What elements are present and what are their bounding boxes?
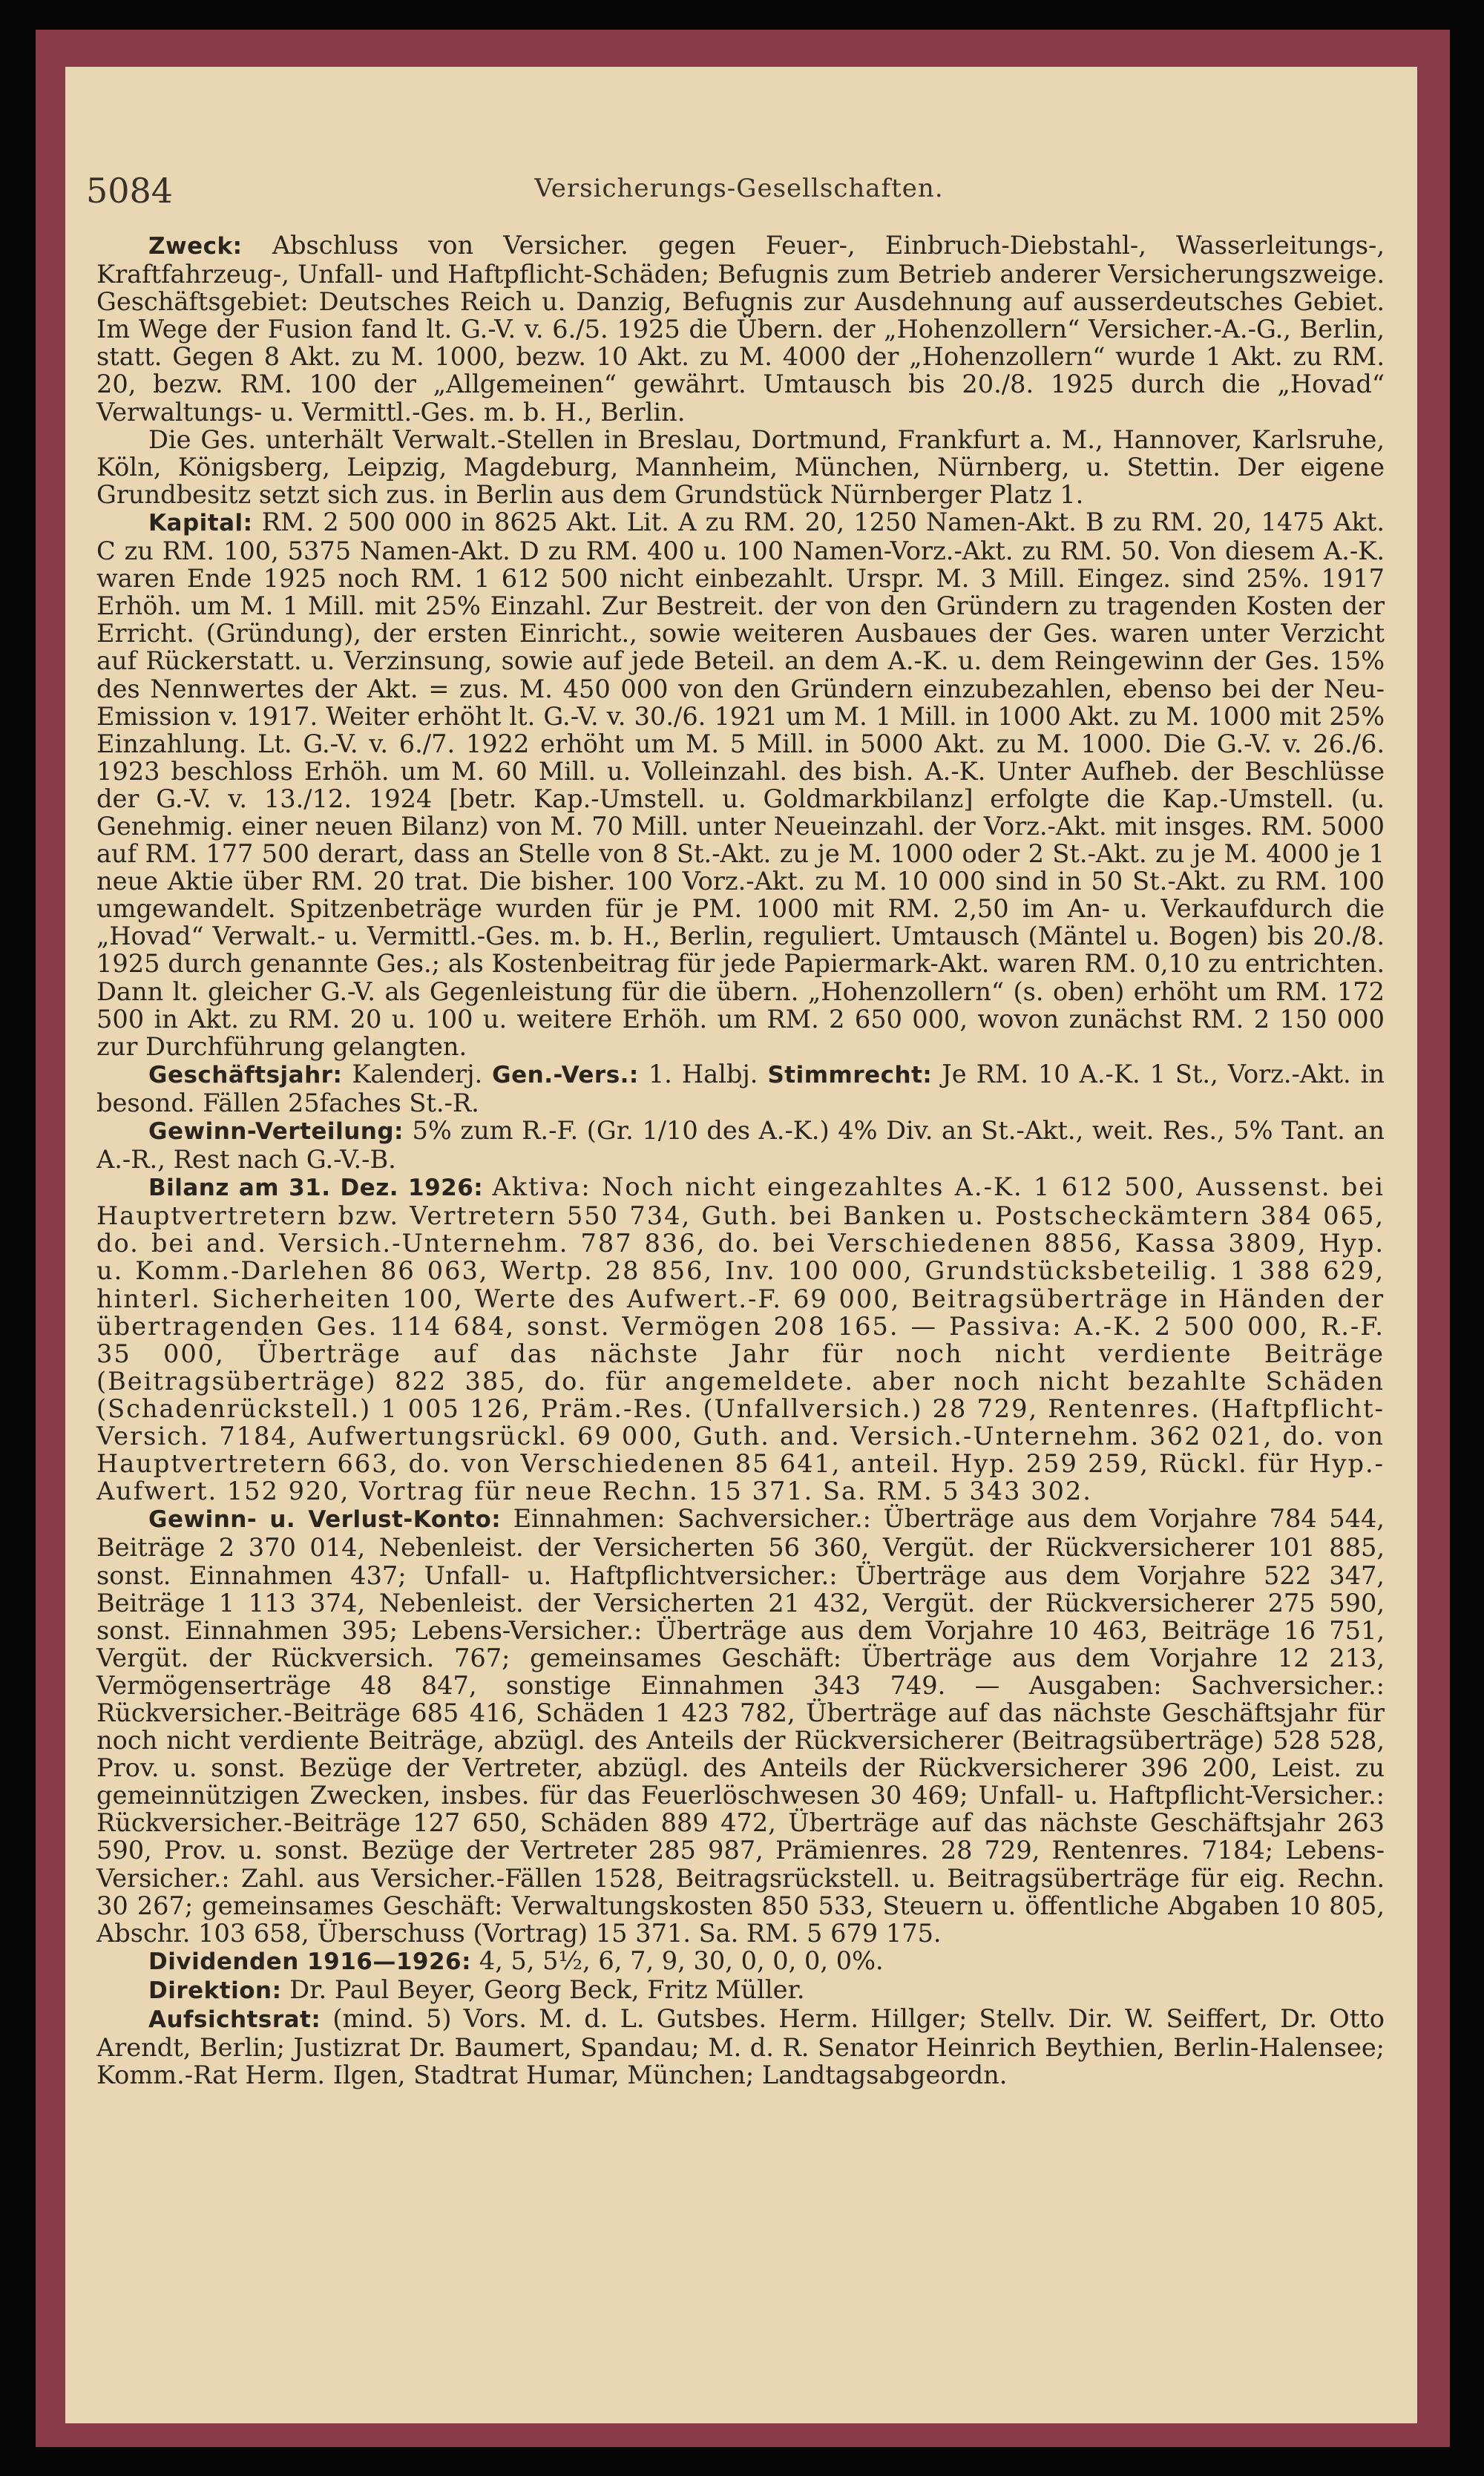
section-bilanz [96, 1173, 1385, 1505]
section-verwaltung [96, 426, 1385, 508]
running-title: Versicherungs-Gesellschaften. [534, 174, 944, 203]
section-text-gen-vers: 1. Halbj. [648, 1059, 758, 1088]
section-key: Dividenden 1916—1926: [148, 1948, 472, 1975]
section-gewinn-verlust [96, 1505, 1385, 1947]
section-gewinn-verteilung [96, 1117, 1385, 1173]
section-text: Dr. Paul Beyer, Georg Beck, Fritz Müller. [289, 1974, 805, 2004]
page-header [86, 171, 1392, 215]
section-zweck [96, 231, 1385, 426]
section-key: Bilanz am 31. Dez. 1926: [148, 1175, 484, 1202]
section-key: Gewinn- u. Verlust-Konto: [148, 1506, 502, 1534]
section-key-gen-vers: Gen.-Vers.: [492, 1061, 639, 1088]
section-aufsichtsrat [96, 2005, 1385, 2089]
section-key: Kapital: [148, 509, 253, 536]
section-key: Gewinn-Verteilung: [148, 1118, 404, 1145]
section-geschaeftsjahr [96, 1060, 1385, 1117]
section-text: Kalenderj. [352, 1059, 483, 1088]
section-key: Geschäftsjahr: [148, 1061, 343, 1088]
section-key-stimmrecht: Stimmrecht: [767, 1061, 933, 1088]
page-body [96, 231, 1385, 2089]
section-text: Einnahmen: Sachversicher.: Überträge aus dem Vorjahre 784 544, Beiträge 2 370 014, Nebenleist. der Versicherten 56 360, Vergüt. der Rückversicherer 101 885, sonst. Einnahmen 437; Unfall- u. Haftpflichtversicher.: Überträge aus dem Vorjahre 522 347, Beiträge 1 113 374, Nebenleist. der Versicherten 21 432, Vergüt. der Rückversicherer 275 590, sonst. Einnahmen 395; Lebens-Versicher.: Überträge aus dem Vorjahre 10 463, Beiträge 16 751, Vergüt. der Rückversich. 767; gemeinsames Geschäft: Überträge aus dem Vorjahre 12 213, Vermögenserträge 48 847, sonstige Einnahmen 343 749. — Ausgaben: Sachversicher.: Rückversicher.-Beiträge 685 416, Schäden 1 423 782, Überträge auf das nächste Geschäftsjahr für noch nicht verdiente Beiträge, abzügl. des Anteils der Rückversicherer (Beitragsüberträge) 528 528, Prov. u. sonst. Bezüge der Vertreter, abzügl. des Anteils der Rückversicherer 396 200, Leist. zu gemeinnützigen Zwecken, insbes. für das Feuerlöschwesen 30 469; Unfall- u. Haftpflicht-Versicher.: Rückversicher.-Beiträge 127 650, Schäden 889 472, Überträge auf das nächste Geschäftsjahr 263 590, Prov. u. sonst. Bezüge der Vertreter 285 987, Prämienres. 28 729, Rentenres. 7184; Lebens-Versicher.: Zahl. aus Versicher.-Fällen 1528, Beitragsrückstell. u. Beitragsüberträge für eig. Rechn. 30 267; gemeinsames Geschäft: Verwaltungskosten 850 533, Steuern u. öffentliche Abgaben 10 805, Abschr. 103 658, Überschuss (Vortrag) 15 371. Sa. RM. 5 679 175. [96, 1504, 1385, 1948]
section-key: Aufsichtsrat: [148, 2006, 321, 2033]
section-direktion [96, 1976, 1385, 2005]
section-text-stimmrecht: Je RM. 10 A.-K. 1 St., Vorz.-Akt. in besond. Fällen 25faches St.-R. [96, 1059, 1385, 1117]
page-number: 5084 [86, 171, 174, 211]
section-text: 4, 5, 5½, 6, 7, 9, 30, 0, 0, 0, 0%. [479, 1945, 884, 1975]
section-text: Die Ges. unterhält Verwalt.-Stellen in Breslau, Dortmund, Frankfurt a. M., Hannover, Karlsruhe, Köln, Königsberg, Leipzig, Magdeburg, Mannheim, München, Nürnberg, u. Stettin. Der eigene Grundbesitz setzt sich zus. in Berlin aus dem Grundstück Nürnberger Platz 1. [96, 424, 1385, 509]
section-text: Abschluss von Versicher. gegen Feuer-, Einbruch-Diebstahl-, Wasserleitungs-, Kraftfahrzeug-, Unfall- und Haftpflicht-Schäden; Befugnis zum Betrieb anderer Versicherungszweige. Geschäftsgebiet: Deutsches Reich u. Danzig, Befugnis zur Ausdehnung auf ausserdeutsches Gebiet. Im Wege der Fusion fand lt. G.-V. v. 6./5. 1925 die Übern. der „Hohenzollern“ Versicher.-A.-G., Berlin, statt. Gegen 8 Akt. zu M. 1000, bezw. 10 Akt. zu M. 4000 der „Hohenzollern“ wurde 1 Akt. zu RM. 20, bezw. RM. 100 der „Allgemeinen“ gewährt. Umtausch bis 20./8. 1925 durch die „Hovad“ Verwaltungs- u. Vermittl.-Ges. m. b. H., Berlin. [96, 231, 1385, 427]
section-text: Aktiva: Noch nicht eingezahltes A.-K. 1 612 500, Aussenst. bei Hauptvertretern bzw. Vertretern 550 734, Guth. bei Banken u. Postscheckämtern 384 065, do. bei and. Versich.-Unternehm. 787 836, do. bei Verschiedenen 8856, Kassa 3809, Hyp. u. Komm.-Darlehen 86 063, Wertp. 28 856, Inv. 100 000, Grundstücksbeteilig. 1 388 629, hinterl. Sicherheiten 100, Werte des Aufwert.-F. 69 000, Beitragsüberträge in Händen der übertragenden Ges. 114 684, sonst. Vermögen 208 165. — Passiva: A.-K. 2 500 000, R.-F. 35 000, Überträge auf das nächste Jahr für noch nicht verdiente Beiträge (Beitragsüberträge) 822 385, do. für angemeldete. aber noch nicht bezahlte Schäden (Schadenrückstell.) 1 005 126, Präm.-Res. (Unfallversich.) 28 729, Rentenres. (Haftpflicht-Versich. 7184, Aufwertungsrückl. 69 000, Guth. and. Versich.-Unternehm. 362 021, do. von Hauptvertretern 663, do. von Verschiedenen 85 641, anteil. Hyp. 259 259, Rückl. für Hyp.-Aufwert. 152 920, Vortrag für neue Rechn. 15 371. Sa. RM. 5 343 302. [96, 1172, 1385, 1506]
section-dividenden [96, 1947, 1385, 1976]
section-kapital [96, 508, 1385, 1060]
section-key: Zweck: [148, 233, 243, 260]
book-page [65, 67, 1417, 2423]
section-text: 5% zum R.-F. (Gr. 1/10 des A.-K.) 4% Div. an St.-Akt., weit. Res., 5% Tant. an A.-R., Rest nach G.-V.-B. [96, 1116, 1385, 1175]
section-text: RM. 2 500 000 in 8625 Akt. Lit. A zu RM. 20, 1250 Namen-Akt. B zu RM. 20, 1475 Akt. C zu RM. 100, 5375 Namen-Akt. D zu RM. 400 u. 100 Namen-Vorz.-Akt. zu RM. 50. Von diesem A.-K. waren Ende 1925 noch RM. 1 612 500 nicht einbezahlt. Urspr. M. 3 Mill. Eingez. sind 25%. 1917 Erhöh. um M. 1 Mill. mit 25% Einzahl. Zur Bestreit. der von den Gründern zu tragenden Kosten der Erricht. (Gründung), der ersten Einricht., sowie weiteren Ausbaues der Ges. waren unter Verzicht auf Rückerstatt. u. Verzinsung, sowie auf jede Beteil. an dem A.-K. u. dem Reingewinn der Ges. 15% des Nennwertes der Akt. = zus. M. 450 000 von den Gründern einzubezahlen, ebenso bei der Neu-Emission v. 1917. Weiter erhöht lt. G.-V. v. 30./6. 1921 um M. 1 Mill. in 1000 Akt. zu M. 1000 mit 25% Einzahlung. Lt. G.-V. v. 6./7. 1922 erhöht um M. 5 Mill. in 5000 Akt. zu M. 1000. Die G.-V. v. 26./6. 1923 beschloss Erhöh. um M. 60 Mill. u. Volleinzahl. des bish. A.-K. Unter Aufheb. der Beschlüsse der G.-V. v. 13./12. 1924 [betr. Kap.-Umstell. u. Goldmarkbilanz] erfolgte die Kap.-Umstell. (u. Genehmig. einer neuen Bilanz) von M. 70 Mill. unter Neueinzahl. der Vorz.-Akt. mit insges. RM. 5000 auf RM. 177 500 derart, dass an Stelle von 8 St.-Akt. zu je M. 1000 oder 2 St.-Akt. zu je M. 4000 je 1 neue Aktie über RM. 20 trat. Die bisher. 100 Vorz.-Akt. zu M. 10 000 sind in 50 St.-Akt. zu RM. 100 umgewandelt. Spitzenbeträge wurden für je PM. 1000 mit RM. 2,50 im An- u. Verkaufdurch die „Hovad“ Verwalt.- u. Vermittl.-Ges. m. b. H., Berlin, reguliert. Umtausch (Mäntel u. Bogen) bis 20./8. 1925 durch genannte Ges.; als Kostenbeitrag für jede Papiermark-Akt. waren RM. 0,10 zu entrichten. Dann lt. gleicher G.-V. als Gegenleistung für die übern. „Hohenzollern“ (s. oben) erhöht um RM. 172 500 in Akt. zu RM. 20 u. 100 u. weitere Erhöh. um RM. 2 650 000, wovon zunächst RM. 2 150 000 zur Durchführung gelangten. [96, 507, 1385, 1061]
section-key: Direktion: [148, 1977, 282, 2004]
section-text: (mind. 5) Vors. M. d. L. Gutsbes. Herm. Hillger; Stellv. Dir. W. Seiffert, Dr. Otto Arendt, Berlin; Justizrat Dr. Baumert, Spandau; M. d. R. Senator Heinrich Beythien, Berlin-Halensee; Komm.-Rat Herm. Ilgen, Stadtrat Humar, München; Landtagsabgeordn. [96, 2004, 1385, 2090]
